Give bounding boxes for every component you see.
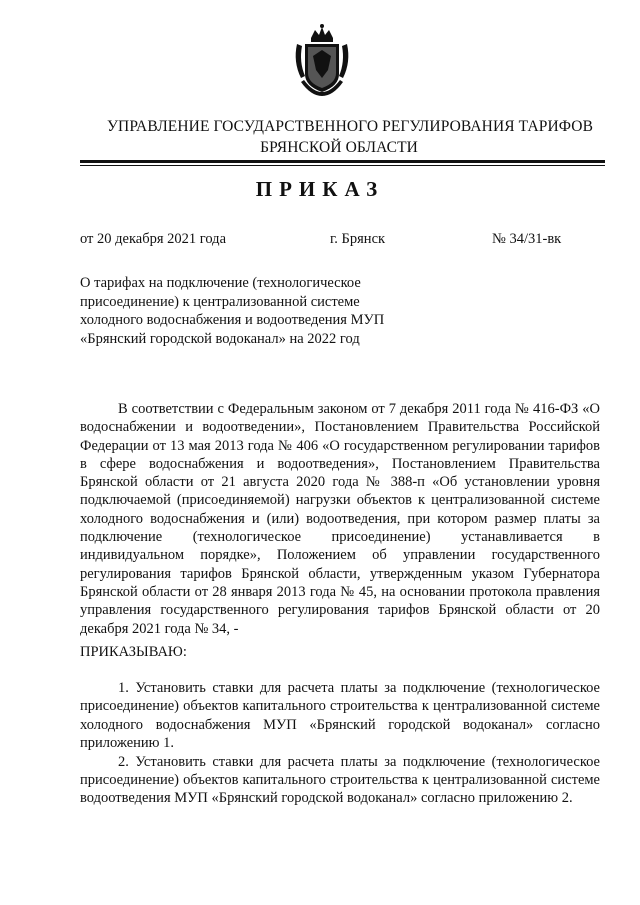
preamble-paragraph: В соответствии с Федеральным законом от 7 декабря 2011 года № 416-ФЗ «О водоснабжении и водоотведении», Постановлением Правительства Российской Федерации от 13 мая 2013 года № 406 «О государственном регулировании тарифов в сфере водоснабжения и водоотведения», Постановлением Правительства Брянской области от 21 августа 2020 года № 388-п «Об установлении уровня подключаемой (присоединяемой) нагрузки объектов к централизованной системе холодного водоснабжения и (или) водоотведения, при котором размер платы за подключение (технологическое присоединение) устанавливается в индивидуальном порядке», Положением об управлении государственного регулирования тарифов Брянской области, утвержденным указом Губернатора Брянской области от 28 января 2013 года № 45, на основании протокола правления управления государственного регулирования тарифов Брянской области от 20 декабря 2021 года № 34, -	[80, 401, 600, 637]
preamble-section	[80, 400, 600, 638]
agency-name-line-1: УПРАВЛЕНИЕ ГОСУДАРСТВЕННОГО РЕГУЛИРОВАНИЯ ТАРИФОВ	[106, 118, 594, 135]
document-number: № 34/31-вк	[492, 231, 562, 247]
document-title: ПРИКАЗ	[255, 177, 385, 201]
agency-header	[60, 116, 640, 158]
document-date: от 20 декабря 2021 года	[80, 231, 226, 247]
order-item-1: 1. Установить ставки для расчета платы за подключение (технологическое присоединение) объектов капитального строительства к централизованной системе холодного водоснабжения МУП «Брянский городской водоканал» согласно приложению 1.	[80, 680, 600, 752]
document-subject	[80, 274, 440, 348]
subject-line: «Брянский городской водоканал» на 2022 год	[80, 330, 360, 347]
subject-line: присоединение) к централизованной системе	[80, 293, 360, 310]
order-items	[80, 679, 600, 808]
order-heading: ПРИКАЗЫВАЮ:	[80, 644, 187, 660]
coat-of-arms-emblem	[291, 22, 353, 98]
document-city: г. Брянск	[330, 231, 386, 247]
header-divider-thick	[80, 160, 605, 163]
subject-line: О тарифах на подключение (технологическое	[80, 275, 361, 291]
order-item-2: 2. Установить ставки для расчета платы за подключение (технологическое присоединение) объектов капитального строительства к централизованной системе водоотведения МУП «Брянский городской водоканал» согласно приложению 2.	[80, 753, 600, 807]
subject-line: холодного водоснабжения и водоотведения МУП	[80, 312, 385, 328]
header-divider-thin	[80, 165, 605, 166]
agency-name-line-2: БРЯНСКОЙ ОБЛАСТИ	[260, 139, 418, 156]
